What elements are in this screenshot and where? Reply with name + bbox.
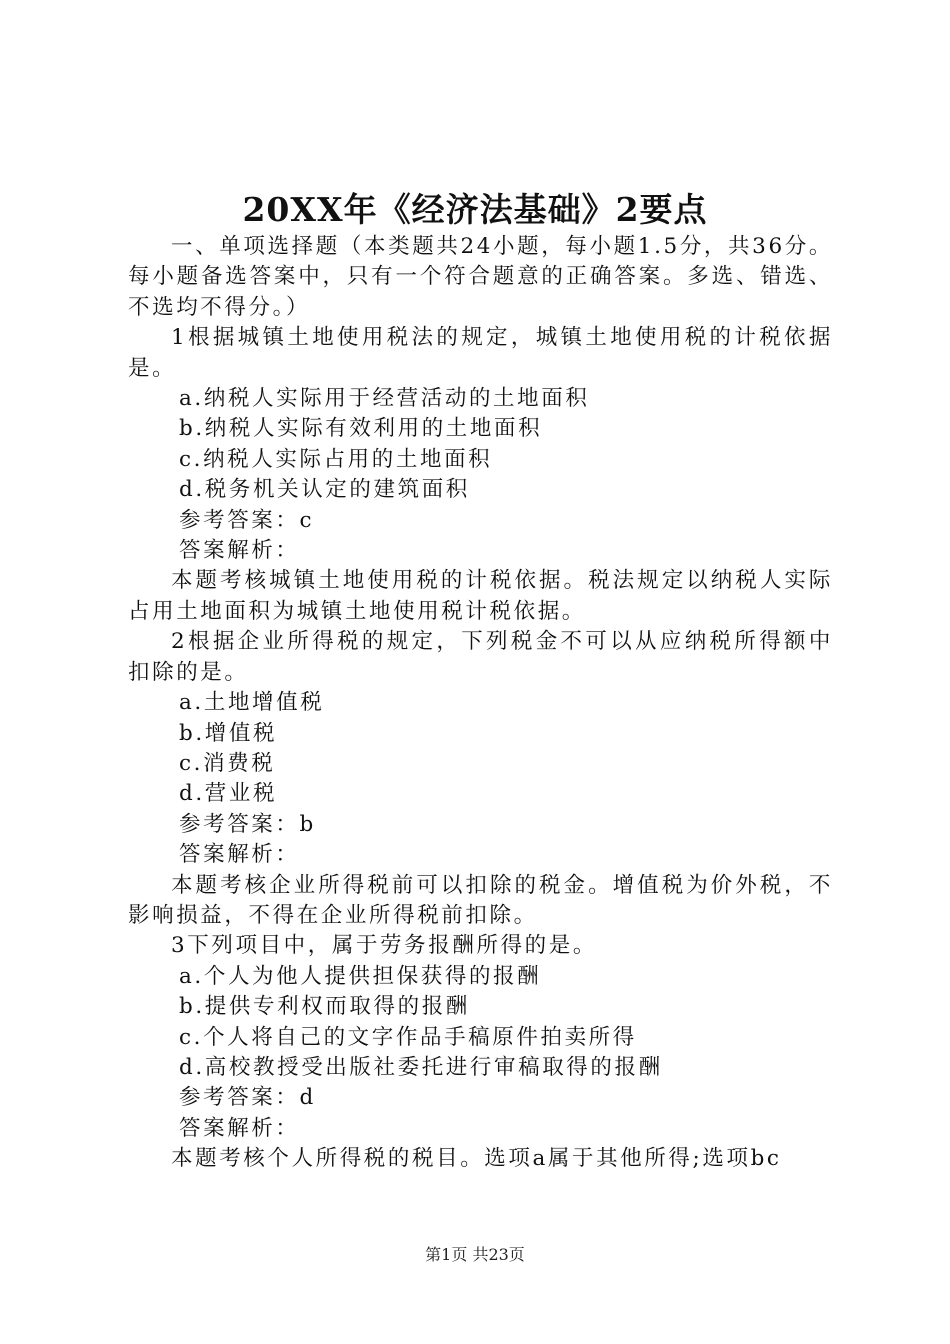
option-b: b.纳税人实际有效利用的土地面积 <box>179 416 543 442</box>
reference-answer: 参考答案：b <box>179 811 316 837</box>
option-a: a.个人为他人提供担保获得的报酬 <box>179 963 542 989</box>
analysis-label: 答案解析： <box>179 842 300 868</box>
reference-answer: 参考答案：c <box>179 507 315 533</box>
analysis-text: 本题考核个人所得税的税目。选项a属于其他所得;选项bc <box>171 1146 782 1172</box>
option-c: c.纳税人实际占用的土地面积 <box>179 446 493 472</box>
option-c: c.个人将自己的文字作品手稿原件拍卖所得 <box>179 1024 637 1050</box>
analysis-label: 答案解析： <box>179 1115 300 1141</box>
analysis-text: 本题考核企业所得税前可以扣除的税金。增值税为价外税，不影响损益，不得在企业所得税前扣除。 <box>128 872 833 928</box>
question-stem: 2根据企业所得税的规定，下列税金不可以从应纳税所得额中扣除的是。 <box>128 629 833 685</box>
question-stem: 3下列项目中，属于劳务报酬所得的是。 <box>171 933 597 959</box>
option-d: d.营业税 <box>179 781 278 807</box>
question-stem: 1根据城镇土地使用税法的规定，城镇土地使用税的计税依据是。 <box>128 325 833 381</box>
analysis-text: 本题考核城镇土地使用税的计税依据。税法规定以纳税人实际占用土地面积为城镇土地使用税计税依据。 <box>128 568 833 624</box>
option-d: d.税务机关认定的建筑面积 <box>179 477 470 503</box>
document-title: 20XX年《经济法基础》2要点 <box>242 190 708 229</box>
analysis-label: 答案解析： <box>179 538 300 564</box>
reference-answer: 参考答案：d <box>179 1085 316 1111</box>
option-a: a.土地增值税 <box>179 690 325 716</box>
document-body <box>128 232 833 1175</box>
option-b: b.增值税 <box>179 720 278 746</box>
option-b: b.提供专利权而取得的报酬 <box>179 994 470 1020</box>
option-c: c.消费税 <box>179 750 276 776</box>
page-number-footer: 第1页 共23页 <box>425 1245 525 1264</box>
option-a: a.纳税人实际用于经营活动的土地面积 <box>179 386 590 412</box>
option-d: d.高校教授受出版社委托进行审稿取得的报酬 <box>179 1054 663 1080</box>
section-intro: 一、单项选择题（本类题共24小题，每小题1.5分，共36分。每小题备选答案中，只有一个符合题意的正确答案。多选、错选、不选均不得分。） <box>128 234 833 320</box>
